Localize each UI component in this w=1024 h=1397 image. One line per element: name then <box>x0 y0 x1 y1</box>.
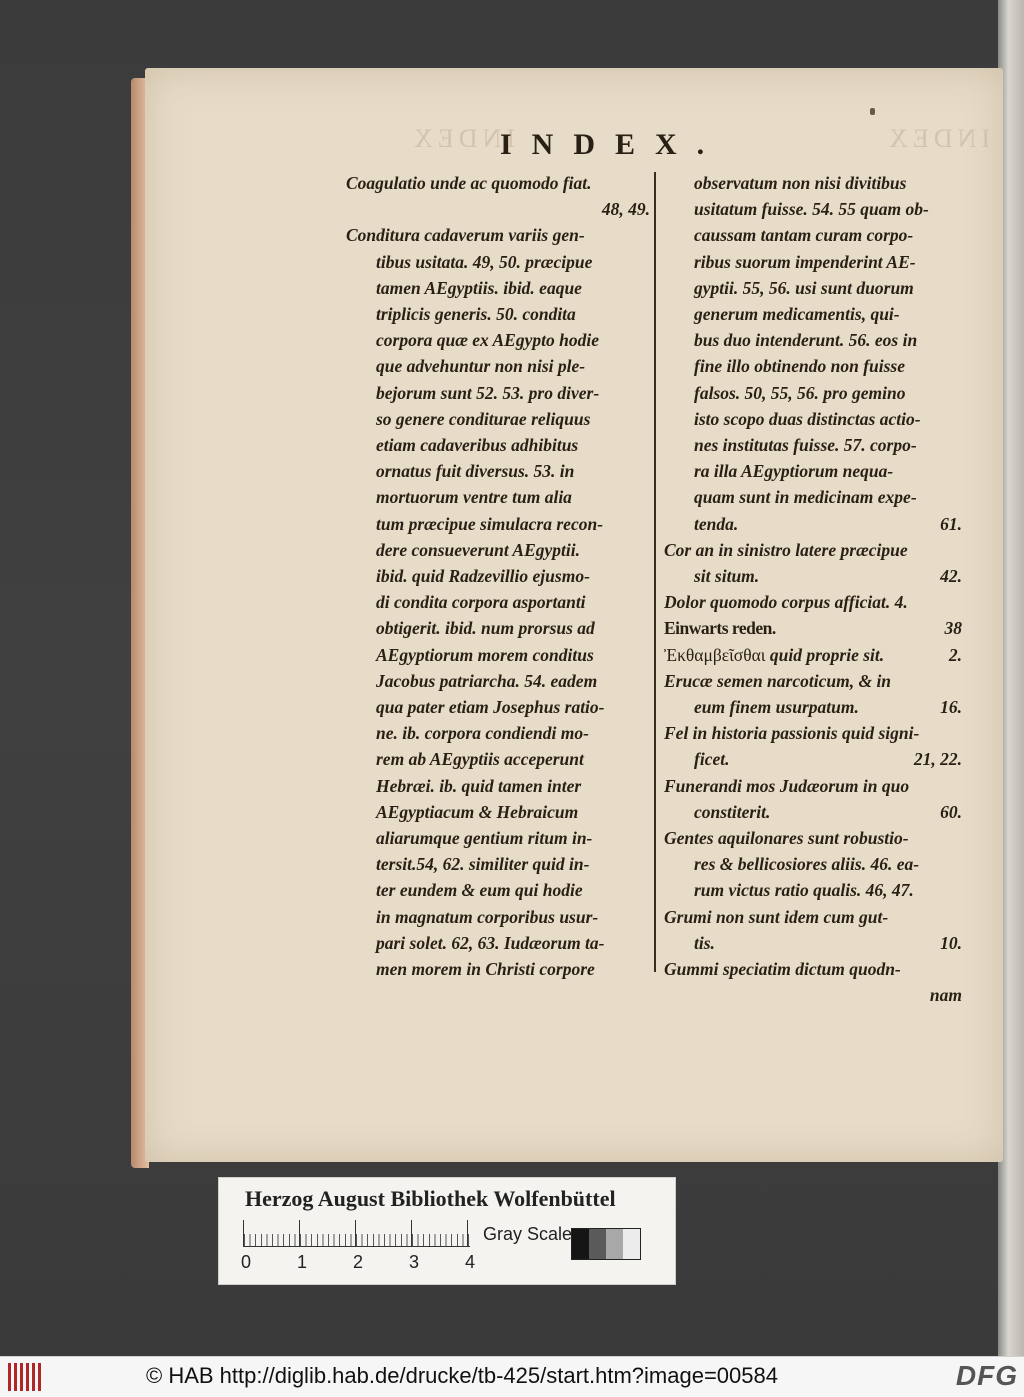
gray-swatch <box>589 1229 606 1259</box>
page-mark <box>870 108 875 115</box>
entry-line: ra illa AEgyptiorum nequa- <box>694 461 894 482</box>
entry-line: di condita corpora asportanti <box>376 592 586 613</box>
entry-line: tersit.54, 62. similiter quid in- <box>376 854 590 875</box>
entry-line: tum præcipue simulacra recon- <box>376 513 604 534</box>
page-reference: 2. <box>948 644 962 665</box>
page-title: INDEX. <box>500 128 725 161</box>
ruler-number: 1 <box>297 1252 308 1272</box>
index-column-right <box>664 170 962 1009</box>
entry-line: falsos. 50, 55, 56. pro gemino <box>694 382 906 403</box>
page-reference: 60. <box>940 801 962 822</box>
entry-line: Erucæ semen narcoticum, & in <box>664 670 892 691</box>
entry-line: bus duo intenderunt. 56. eos in <box>694 330 918 351</box>
entry-line: obtigerit. ibid. num prorsus ad <box>376 618 595 639</box>
entry-line: Gentes aquilonares sunt robustio- <box>664 828 909 849</box>
entry-line: triplicis generis. 50. condita <box>376 304 576 325</box>
index-column-left <box>346 170 650 982</box>
entry-line <box>664 563 962 589</box>
entry-text: sit situm. <box>694 566 760 587</box>
entry-line: in magnatum corporibus usur- <box>376 906 599 927</box>
entry-line: que advehuntur non nisi ple- <box>376 356 586 377</box>
entry-line: Coagulatio unde ac quomodo fiat. <box>346 173 592 193</box>
greek-term: Ἐκθαμβεῖσθαι <box>664 644 766 665</box>
index-entry-gentes <box>664 825 962 904</box>
entry-text: tenda. <box>694 513 739 534</box>
entry-text: eum finem usurpatum. <box>694 697 859 718</box>
page-reference: 10. <box>940 932 962 953</box>
entry-line <box>664 930 962 956</box>
entry-line: Jacobus patriarcha. 54. eadem <box>376 670 598 691</box>
bleedthrough-text-right: INDEX <box>884 124 990 153</box>
entry-line: Hebræi. ib. quid tamen inter <box>376 775 582 796</box>
entry-line: Cor an in sinistro latere præcipue <box>664 539 908 560</box>
entry-line: rem ab AEgyptiis acceperunt <box>376 749 584 770</box>
entry-text: quid proprie sit. <box>769 644 885 665</box>
entry-line: nes institutas fuisse. 57. corpo- <box>694 435 917 456</box>
page-reference: 21, 22. <box>913 749 962 770</box>
entry-line: ter eundem & eum qui hodie <box>376 880 583 901</box>
index-entry-einwarts <box>664 615 962 641</box>
entry-line: bejorum sunt 52. 53. pro diver- <box>376 382 600 403</box>
index-entry-cor <box>664 537 962 589</box>
entry-text: constiterit. <box>694 801 771 822</box>
entry-line: observatum non nisi divitibus <box>694 173 907 193</box>
index-entry-gummi <box>664 956 962 1008</box>
entry-line: 48, 49. <box>601 199 650 220</box>
index-entry-grumi <box>664 904 962 956</box>
entry-line: AEgyptiacum & Hebraicum <box>376 801 579 822</box>
ruler-number: 0 <box>241 1252 252 1272</box>
card-title: Herzog August Bibliothek Wolfenbüttel <box>245 1186 616 1211</box>
bleedthrough-text: INDEX <box>409 124 515 153</box>
entry-line: Dolor quomodo corpus afficiat. 4. <box>664 592 908 613</box>
index-entry-erucae <box>664 668 962 720</box>
entry-text: ficet. <box>694 749 730 770</box>
copyright-link[interactable]: © HAB http://diglib.hab.de/drucke/tb-425/start.htm?image=00584 <box>146 1363 778 1388</box>
entry-text: Einwarts reden. <box>664 618 776 639</box>
entry-line: tamen AEgyptiis. ibid. eaque <box>376 277 582 298</box>
entry-line: caussam tantam curam corpo- <box>694 225 914 246</box>
index-entry-dolor <box>664 589 962 615</box>
color-calibration-card <box>218 1177 676 1285</box>
gray-scale-patch <box>571 1228 641 1260</box>
entry-line: usitatum fuisse. 54. 55 quam ob- <box>694 199 929 220</box>
entry-line: Funerandi mos Judæorum in quo <box>664 775 910 796</box>
ruler-number: 4 <box>465 1252 476 1272</box>
gray-swatch <box>606 1229 623 1259</box>
entry-line <box>664 746 962 772</box>
index-entry-fel <box>664 720 962 772</box>
hab-logo-icon <box>6 1363 44 1391</box>
index-entry-coagulatio <box>346 170 650 222</box>
entry-line: Fel in historia passionis quid signi- <box>664 723 920 744</box>
page-reference: 61. <box>940 513 962 534</box>
index-entry-continuation <box>664 170 962 537</box>
entry-line: fine illo obtinendo non fuisse <box>694 356 906 377</box>
dfg-logo: DFG <box>955 1360 1018 1391</box>
index-entry-conditura <box>346 222 650 982</box>
entry-line: generum medicamentis, qui- <box>694 304 900 325</box>
column-divider <box>654 172 656 972</box>
entry-line: aliarumque gentium ritum in- <box>376 828 593 849</box>
entry-line: dere consueverunt AEgyptii. <box>376 539 581 560</box>
index-entry-funerandi <box>664 773 962 825</box>
entry-line: res & bellicosiores aliis. 46. ea- <box>694 854 920 875</box>
entry-line <box>664 511 962 537</box>
ruler-number: 2 <box>353 1252 364 1272</box>
entry-line: Grumi non sunt idem cum gut- <box>664 906 889 927</box>
entry-line: corpora quæ ex AEgypto hodie <box>376 330 599 351</box>
entry-line: gyptii. 55, 56. usi sunt duorum <box>694 277 914 298</box>
entry-line: isto scopo duas distinctas actio- <box>694 408 921 429</box>
entry-line: ne. ib. corpora condiendi mo- <box>376 723 589 744</box>
index-entry-greek <box>664 642 962 668</box>
entry-line <box>664 615 962 641</box>
gray-scale-label: Gray Scale <box>483 1224 573 1244</box>
entry-line: ornatus fuit diversus. 53. in <box>376 461 575 482</box>
entry-line: men morem in Christi corpore <box>376 959 595 980</box>
entry-line: qua pater etiam Josephus ratio- <box>376 697 605 718</box>
entry-line <box>664 799 962 825</box>
entry-line: AEgyptiorum morem conditus <box>376 644 594 665</box>
entry-line: Conditura cadaverum variis gen- <box>346 225 585 246</box>
entry-line: Gummi speciatim dictum quodn- <box>664 959 901 980</box>
entry-line: etiam cadaveribus adhibitus <box>376 435 579 456</box>
gray-swatch <box>572 1229 589 1259</box>
catchword: nam <box>929 985 962 1006</box>
entry-line: pari solet. 62, 63. Iudæorum ta- <box>376 932 605 953</box>
page-reference: 42. <box>940 566 962 587</box>
entry-line: mortuorum ventre tum alia <box>376 487 572 508</box>
entry-line <box>664 694 962 720</box>
ruler-major-ticks <box>243 1220 469 1246</box>
ruler-number: 3 <box>409 1252 420 1272</box>
entry-line: so genere conditurae reliquus <box>376 408 591 429</box>
entry-line: quam sunt in medicinam expe- <box>694 487 917 508</box>
entry-line: tibus usitata. 49, 50. præcipue <box>376 251 593 272</box>
gray-swatch <box>623 1229 640 1259</box>
entry-text: tis. <box>694 932 715 953</box>
entry-line: ibid. quid Radzevillio ejusmo- <box>376 566 590 587</box>
footer-bar <box>0 1356 1024 1397</box>
page-reference: 38 <box>944 618 962 639</box>
entry-line: rum victus ratio qualis. 46, 47. <box>694 880 914 901</box>
entry-line: ribus suorum impenderint AE- <box>694 251 916 272</box>
entry-line <box>664 642 962 668</box>
page-reference: 16. <box>940 697 962 718</box>
